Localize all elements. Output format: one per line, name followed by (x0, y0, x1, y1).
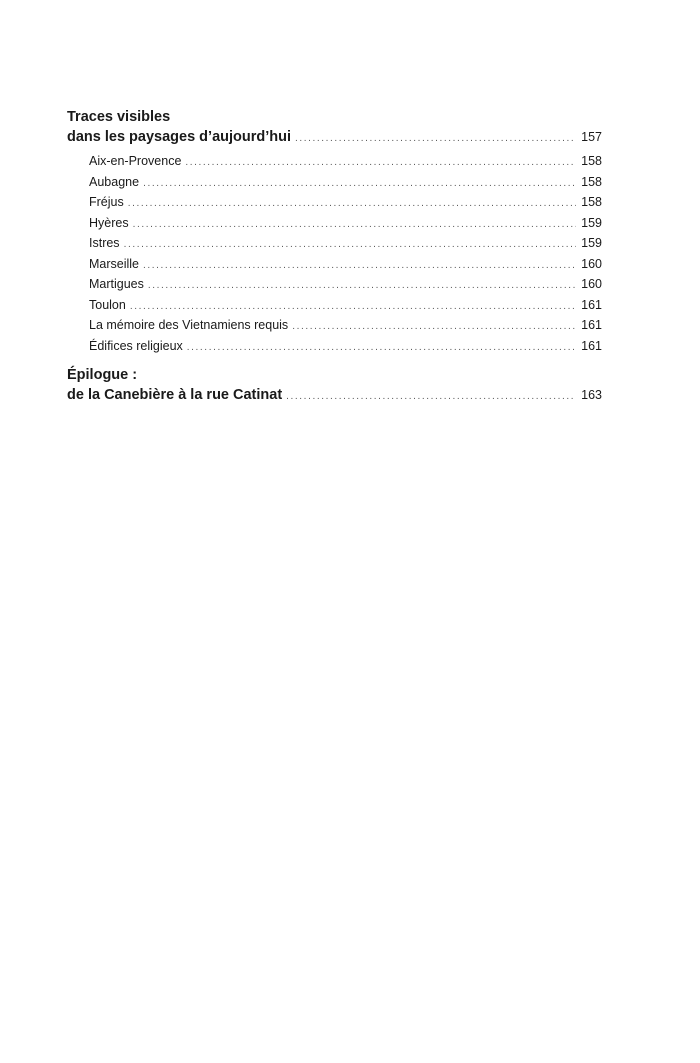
page-number: 161 (581, 297, 602, 312)
entry-label: Édifices religieux (89, 338, 183, 353)
dot-leader (143, 256, 576, 276)
section-heading: Traces visibles (67, 109, 171, 125)
toc-section-epilogue (67, 365, 602, 407)
entry-label: Hyères (89, 215, 129, 230)
subentry-list (67, 152, 602, 357)
page-number: 158 (581, 174, 602, 189)
entry-label: Fréjus (89, 195, 124, 209)
toc-section-traces (67, 107, 602, 357)
page-number: 158 (581, 195, 602, 209)
page-number: 158 (581, 154, 602, 168)
dot-leader (292, 317, 576, 337)
page-number: 157 (581, 130, 602, 144)
section-heading: Épilogue : (67, 367, 138, 383)
entry-label: Martigues (89, 277, 144, 291)
page-number: 161 (581, 338, 602, 353)
toc-entry-main[interactable] (67, 127, 602, 149)
toc-subentry[interactable] (67, 275, 602, 296)
page-number: 160 (581, 256, 602, 271)
toc-subentry[interactable] (67, 214, 602, 235)
dot-leader (130, 297, 576, 317)
dot-leader (185, 153, 576, 173)
page-number: 159 (581, 236, 602, 250)
toc-subentry[interactable] (67, 173, 602, 194)
page-number: 161 (581, 318, 602, 332)
toc-subentry[interactable] (67, 234, 602, 255)
toc-subentry[interactable] (67, 152, 602, 173)
entry-title: de la Canebière à la rue Catinat (67, 387, 283, 403)
toc-subentry[interactable] (67, 193, 602, 214)
dot-leader (124, 235, 577, 255)
dot-leader (148, 276, 576, 296)
dot-leader (286, 387, 576, 407)
entry-title: dans les paysages d’aujourd’hui (67, 129, 292, 145)
dot-leader (187, 338, 576, 358)
dot-leader (295, 129, 576, 149)
entry-label: Toulon (89, 297, 126, 312)
dot-leader (133, 215, 577, 235)
table-of-contents (67, 107, 602, 413)
toc-entry-main[interactable] (67, 385, 602, 407)
page-number: 160 (581, 277, 602, 291)
entry-label: Istres (89, 236, 120, 250)
toc-subentry[interactable] (67, 316, 602, 337)
entry-label: La mémoire des Vietnamiens requis (89, 318, 289, 332)
entry-label: Aubagne (89, 174, 140, 189)
entry-label: Aix-en-Provence (89, 154, 182, 168)
entry-label: Marseille (89, 256, 140, 271)
toc-subentry[interactable] (67, 255, 602, 276)
toc-subentry[interactable] (67, 296, 602, 317)
toc-subentry[interactable] (67, 337, 602, 358)
dot-leader (143, 174, 576, 194)
dot-leader (128, 194, 576, 214)
page-number: 163 (581, 388, 602, 402)
page-number: 159 (581, 215, 602, 230)
